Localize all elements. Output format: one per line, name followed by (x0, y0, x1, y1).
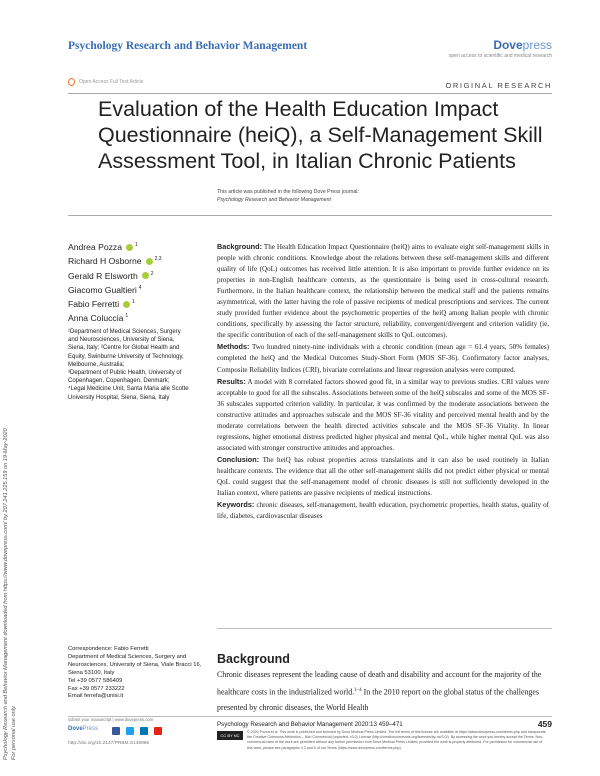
correspondence (68, 646, 208, 701)
cc-license-label: CC BY NC (220, 733, 240, 738)
author (68, 311, 162, 325)
cc-license-icon[interactable] (217, 731, 243, 740)
author-name: Giacomo Gualtieri (68, 284, 137, 295)
youtube-icon[interactable] (154, 727, 162, 735)
publication-note (217, 189, 359, 204)
abstract-conclusion: The heiQ has robust properties across translations and it can also be used routinely in Italian healthcare contexts. The evidence that all the other self-management skills did not predict either physical or mental QoL could suggest that the self-management model of chronic diseases is still not sufficiently developed in the Italian context, where patients are passive recipients of medical instructions. (217, 455, 550, 498)
author-affiliation-sup: 4 (138, 284, 142, 291)
footer-logo-light: Press (82, 726, 99, 732)
footer-logo-bold: Dove (68, 726, 83, 732)
abstract-background-label: Background: (217, 242, 262, 251)
author[interactable] (68, 254, 162, 268)
journal-name: Psychology Research and Behavior Management (68, 40, 308, 52)
author-name: Anna Coluccia (68, 313, 124, 324)
background-paragraph (217, 667, 549, 715)
author-affiliation-sup: 1 (125, 313, 129, 320)
correspondence-email[interactable]: Email ferrefa@unisi.it (68, 693, 124, 700)
author[interactable] (68, 297, 162, 311)
affiliations (68, 328, 190, 402)
author-list (68, 240, 162, 326)
author-affiliation-sup: 1 (134, 242, 138, 248)
author (68, 283, 162, 297)
orcid-icon[interactable] (146, 258, 153, 265)
footer-dovepress-logo[interactable] (68, 726, 98, 732)
correspondence-address: Department of Medical Sciences, Surgery and Neurosciences, University of Siena, Viale Bracci 16, Siena 53100, Italy (68, 653, 202, 676)
doi-link[interactable]: http://doi.org/10.2147/PRBM.S149965 (68, 741, 150, 746)
open-access-label: Open Access Full Text Article (79, 79, 144, 85)
article-title: Evaluation of the Health Education Impact Questionnaire (heiQ), a Self-Management Skill Assessment Tool, in Italian Chronic Patients (98, 97, 543, 173)
publication-note-line1: This article was published in the following Dove Press journal: (217, 189, 359, 195)
abstract-results-label: Results: (217, 376, 246, 386)
publisher-logo-bold: Dove (493, 38, 523, 52)
abstract-background: The Health Education Impact Questionnaire (heiQ) aims to evaluate eight self-management skills in people with chronic conditions. Knowledge about the relations between these self-management skills and different quality of life (QoL) outcomes has received little attention. It is also important to provide further evidence on its properties in non-English healthcare contexts, as the questionnaire is being used in cross-cultural research. Furthermore, in the Italian healthcare context, the relationship between the medical staff and the patients remains asymmetrical, with the latter having the role of passive recipients of medical prescriptions and services. The current study provided further evidence about the psychometric properties of the heiQ among Italian people with chronic conditions, specifically by assessing the factor structure, reliability, convergent/divergent and criterion validity (ie, the specific contribution of each of the self-management skills to QoL outcomes). (217, 243, 549, 340)
download-watermark-line2: For personal use only. (11, 705, 17, 760)
correspondence-name: Correspondence: Fabio Ferretti (68, 646, 149, 652)
orcid-icon[interactable] (126, 244, 133, 251)
abstract-keywords: chronic diseases, self-management, health education, psychometric properties, health status, quality of life, diabetes, cardiovascular diseases (217, 501, 549, 521)
abstract-conclusion-label: Conclusion: (217, 454, 260, 464)
orcid-icon[interactable] (123, 301, 130, 308)
background-text: Chronic diseases represent the leading cause of death and disability and account for the majority of the healthcare costs in the industrialized world. (217, 670, 542, 697)
submit-manuscript-link[interactable]: submit your manuscript | www.dovepress.com (68, 717, 154, 722)
author[interactable] (68, 240, 162, 254)
abstract-divider (217, 628, 552, 629)
open-access-lock-icon (68, 78, 75, 86)
abstract-methods-label: Methods: (217, 342, 250, 352)
author-affiliation-sup: 1 (132, 299, 135, 306)
title-divider (68, 215, 552, 216)
facebook-icon[interactable] (112, 727, 120, 735)
author-name: Gerald R Elsworth (68, 270, 138, 281)
page-number: 459 (537, 719, 552, 729)
correspondence-fax: Fax +39 0577 233222 (68, 685, 125, 692)
publication-note-journal: Psychology Research and Behavior Management (217, 196, 331, 203)
abstract-keywords-label: Keywords: (217, 500, 255, 510)
publisher-logo-light: press (522, 38, 552, 52)
linkedin-icon[interactable] (140, 727, 148, 735)
author[interactable] (68, 269, 162, 283)
affiliation: ¹Department of Medical Sciences, Surgery and Neurosciences, University of Siena, Siena, Italy; ²Centre for Global Health and Equity, Swinburne University of Technology, Melbourne, Australia; (68, 329, 184, 368)
affiliation: ⁴Legal Medicine Unit, Santa Maria alle Scotte University Hospital, Siena, Siena, Italy (68, 386, 189, 401)
download-watermark-line1: Psychology Research and Behavior Management downloaded from https://www.dovepress.com/ by 207.241.225.159 on 19-May-2020 (3, 428, 9, 760)
author-affiliation-sup: 2,3 (154, 256, 162, 263)
author-name: Fabio Ferretti (68, 299, 120, 310)
abstract-methods: Two hundred ninety-nine individuals with a chronic condition (mean age = 61.4 years, 50% females) completed the heiQ and the Medical Outcomes Study-Short Form (MOS SF-36). Confirmatory factor analyses, Composite Reliability Indices (CRI), bivariate correlations and linear regression analyses were computed. (217, 343, 549, 374)
publisher-tagline: open access to scientific and medical research (448, 53, 552, 59)
header-divider (68, 93, 552, 94)
article-type: ORIGINAL RESEARCH (445, 81, 552, 90)
orcid-icon[interactable] (142, 272, 149, 279)
author-affiliation-sup: 2 (150, 270, 154, 277)
social-links (112, 727, 162, 735)
footer-citation: Psychology Research and Behavior Management 2020:13 459–471 (217, 721, 403, 728)
author-name: Richard H Osborne (68, 256, 142, 267)
open-access-badge (68, 78, 143, 86)
license-text: © 2020 Pozza et al. This work is published and licensed by Dove Medical Press Limited. The full terms of this license are available at https://www.dovepress.com/terms.php and incorporate the Creative Commons Attribution – Non Commercial (unported, v3.0) License (http://creativecommons.org/licenses/by-nc/3.0/). By accessing the work you hereby accept the Terms. Non-commercial uses of the work are permitted without any further permission from Dove Medical Press Limited, provided the work is properly attributed. For permission for commercial use of this work, please see paragraphs 4.2 and 5 of our Terms (https://www.dovepress.com/terms.php). (247, 730, 546, 750)
abstract (217, 241, 549, 522)
download-watermark (2, 80, 18, 760)
abstract-results: A model with 8 correlated factors showed good fit, in a similar way to previous studies. CRI values were acceptable to good for all the subscales. Associations between some of the heiQ subscales and some of the MOS SF-36 subscales supported criterion validity. In particular, it was confirmed by the moderate associations between the constructive attitudes and approaches subscale and the MOS SF-36 vitality and perceived mental health and by the moderate correlations between the health directed activities subscale and the MOS SF-36 Vitality. In linear regressions, higher emotional distress predicted higher physical and mental QoL, while higher mental QoL was also associated with stronger constructive attitudes and approaches. (217, 377, 550, 452)
affiliation: ³Department of Public Health, University of Copenhagen, Copenhagen, Denmark; (68, 370, 182, 385)
section-heading-background: Background (217, 652, 290, 666)
author-name: Andrea Pozza (68, 242, 122, 252)
background-text-continued: In the 2010 report on the global status of the challenges presented by chronic diseases, the World Health (217, 687, 539, 712)
publisher-logo[interactable] (493, 38, 552, 52)
citation-ref[interactable]: 1–4 (354, 687, 362, 693)
correspondence-tel: Tel +39 0577 586409 (68, 677, 123, 684)
twitter-icon[interactable] (126, 727, 134, 735)
